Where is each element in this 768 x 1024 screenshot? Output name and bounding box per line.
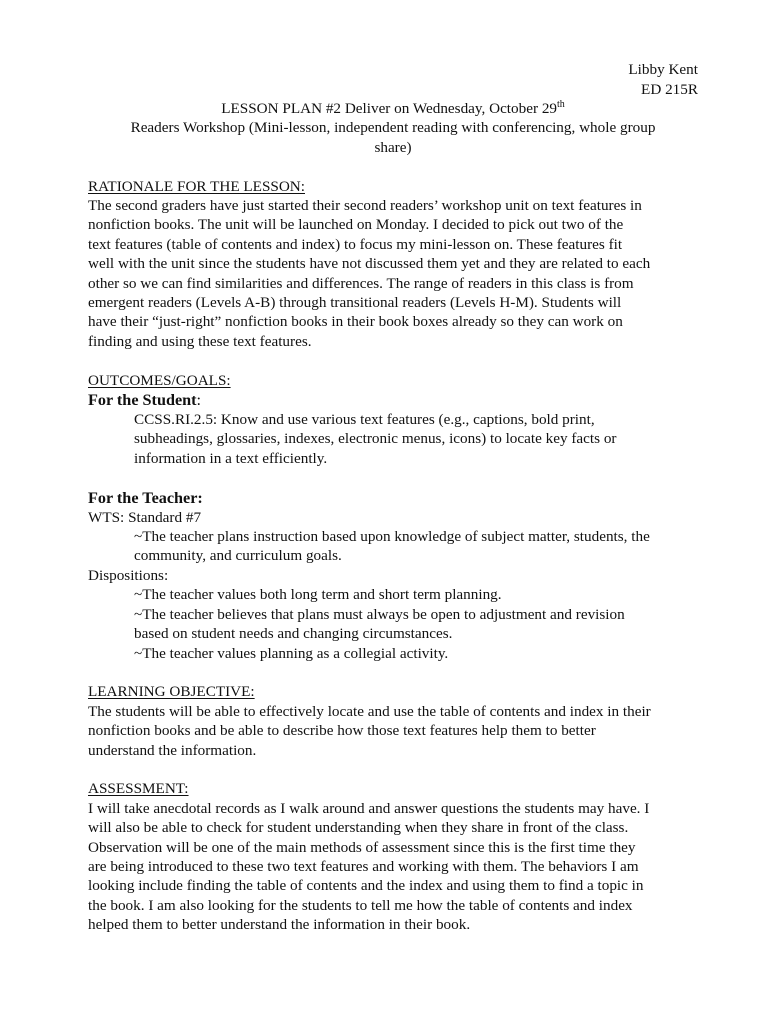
wts-standard-description — [88, 527, 698, 566]
lesson-subtitle-line-2: share) — [374, 138, 412, 156]
spacer — [88, 157, 698, 176]
rationale-line: text features (table of contents and index) to focus my mini-lesson on. These features fit — [88, 235, 623, 253]
rationale-line: well with the unit since the students have not discussed them yet and they are related to each — [88, 255, 651, 273]
lesson-subtitle — [88, 118, 698, 157]
outcomes-heading: OUTCOMES/GOALS: — [88, 371, 231, 389]
assessment-heading: ASSESSMENT: — [88, 780, 189, 798]
rationale-line: other so we can find similarities and differences. The range of readers in this class is from — [88, 274, 634, 292]
for-student-heading — [88, 390, 698, 410]
student-standard — [88, 410, 698, 468]
assessment-paragraph — [88, 799, 698, 935]
objective-line: nonfiction books and be able to describe how those text features help them to better — [88, 722, 596, 740]
lesson-title — [88, 99, 698, 118]
assessment-line: will also be able to check for student understanding when they share in front of the class. — [88, 819, 629, 837]
rationale-heading: RATIONALE FOR THE LESSON: — [88, 177, 305, 195]
disposition-line: based on student needs and changing circumstances. — [134, 625, 453, 643]
assessment-line: I will take anecdotal records as I walk around and answer questions the students may have. I — [88, 799, 650, 817]
spacer — [88, 351, 698, 370]
rationale-line: nonfiction books. The unit will be launched on Monday. I decided to pick out two of the — [88, 216, 624, 234]
student-standard-line: CCSS.RI.2.5: Know and use various text features (e.g., captions, bold print, — [134, 411, 595, 429]
student-standard-line: subheadings, glossaries, indexes, electronic menus, icons) to locate key facts or — [134, 430, 617, 448]
assessment-line: helped them to better understand the information in their book. — [88, 916, 471, 934]
disposition-line: ~The teacher believes that plans must always be open to adjustment and revision — [134, 605, 625, 623]
wts-standard: WTS: Standard #7 — [88, 508, 202, 526]
assessment-line: looking include finding the table of contents and the index and using them to find a topic in — [88, 877, 644, 895]
dispositions-list — [88, 585, 698, 663]
wts-line: community, and curriculum goals. — [134, 547, 342, 565]
disposition-line: ~The teacher values both long term and short term planning. — [134, 586, 502, 604]
rationale-line: have their “just-right” nonfiction books in their book boxes already so they can work on — [88, 313, 623, 331]
spacer — [88, 468, 698, 487]
disposition-line: ~The teacher values planning as a collegial activity. — [134, 644, 449, 662]
for-student-label: For the Student — [88, 391, 197, 410]
for-student-colon: : — [196, 391, 202, 410]
wts-line: ~The teacher plans instruction based upon knowledge of subject matter, students, the — [134, 528, 650, 546]
assessment-line: Observation will be one of the main methods of assessment since this is the first time they — [88, 838, 636, 856]
objective-line: The students will be able to effectively locate and use the table of contents and index in their — [88, 702, 651, 720]
rationale-line: emergent readers (Levels A-B) through transitional readers (Levels H-M). Students will — [88, 294, 622, 312]
objective-line: understand the information. — [88, 741, 257, 759]
rationale-paragraph — [88, 196, 698, 351]
author-block — [88, 60, 698, 99]
lesson-title-text: LESSON PLAN #2 Deliver on Wednesday, October 29 — [221, 100, 558, 117]
spacer — [88, 760, 698, 779]
for-teacher-heading: For the Teacher: — [88, 488, 203, 507]
rationale-line: The second graders have just started their second readers’ workshop unit on text features in — [88, 197, 642, 215]
lesson-subtitle-line-1: Readers Workshop (Mini-lesson, independent reading with conferencing, whole group — [130, 119, 656, 137]
rationale-line: finding and using these text features. — [88, 332, 312, 350]
objective-heading: LEARNING OBJECTIVE: — [88, 683, 255, 701]
dispositions-label: Dispositions: — [88, 566, 169, 584]
author-name: Libby Kent — [628, 61, 698, 78]
objective-paragraph — [88, 702, 698, 760]
course-code: ED 215R — [641, 80, 698, 98]
student-standard-line: information in a text efficiently. — [134, 449, 328, 467]
assessment-line: are being introduced to these two text features and working with them. The behaviors I am — [88, 857, 639, 875]
assessment-line: the book. I am also looking for the students to tell me how the table of contents and index — [88, 896, 633, 914]
spacer — [88, 663, 698, 682]
lesson-title-superscript: th — [557, 99, 565, 110]
